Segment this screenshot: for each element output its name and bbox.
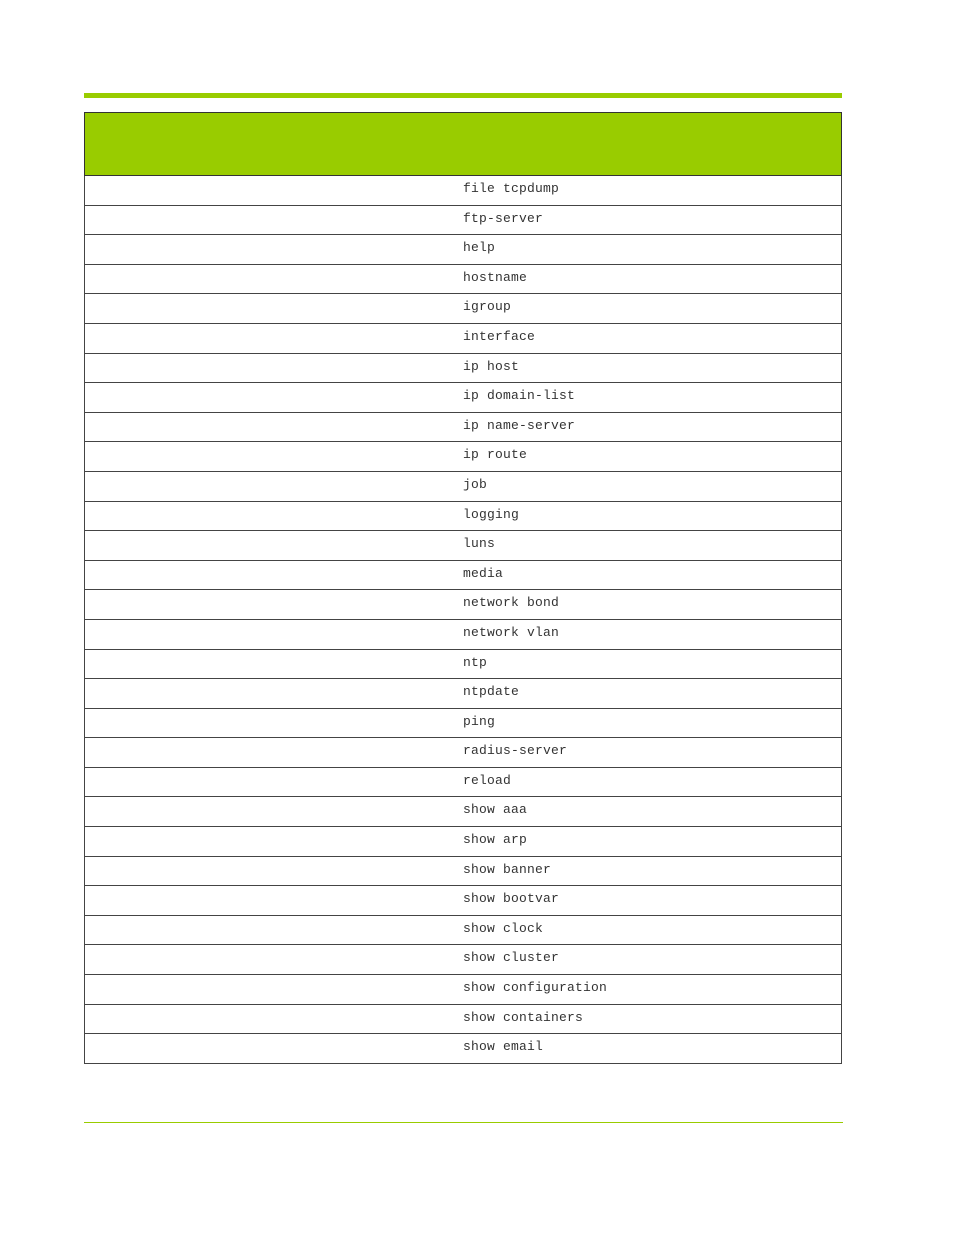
table-cell-empty — [85, 442, 464, 472]
table-cell-command — [463, 235, 842, 265]
table-cell-command — [463, 1034, 842, 1064]
command-text: show banner — [463, 861, 552, 877]
table-cell-command — [463, 205, 842, 235]
table-cell-empty — [85, 383, 464, 413]
table-row — [85, 531, 842, 561]
command-text: show containers — [463, 1009, 584, 1025]
command-text: network bond — [463, 595, 560, 611]
table-cell-empty — [85, 1034, 464, 1064]
table-row — [85, 235, 842, 265]
command-text: media — [463, 565, 504, 581]
table-header-row — [85, 113, 842, 176]
table-row — [85, 679, 842, 709]
table-cell-command — [463, 590, 842, 620]
table-row — [85, 915, 842, 945]
table-row — [85, 442, 842, 472]
command-text: show bootvar — [463, 891, 560, 907]
command-text: ftp-server — [463, 210, 544, 226]
command-text: show aaa — [463, 802, 528, 818]
table-row — [85, 590, 842, 620]
table-cell-command — [463, 827, 842, 857]
command-text: show cluster — [463, 950, 560, 966]
command-text: show arp — [463, 832, 528, 848]
table-cell-empty — [85, 264, 464, 294]
table-row — [85, 738, 842, 768]
table-row — [85, 797, 842, 827]
command-text: ip host — [463, 358, 520, 374]
table-row — [85, 471, 842, 501]
command-text: ntpdate — [463, 684, 520, 700]
table-cell-command — [463, 679, 842, 709]
table-cell-command — [463, 738, 842, 768]
command-text: show email — [463, 1039, 544, 1055]
table-cell-empty — [85, 856, 464, 886]
table-cell-command — [463, 856, 842, 886]
table-cell-empty — [85, 679, 464, 709]
table-cell-empty — [85, 886, 464, 916]
table-cell-command — [463, 442, 842, 472]
table-row — [85, 205, 842, 235]
table-cell-empty — [85, 649, 464, 679]
table-cell-command — [463, 471, 842, 501]
command-text: job — [463, 476, 488, 492]
table-cell-empty — [85, 531, 464, 561]
table-header-cell — [85, 113, 842, 176]
command-table — [84, 112, 842, 1064]
table-cell-command — [463, 619, 842, 649]
table-cell-command — [463, 1004, 842, 1034]
table-cell-command — [463, 708, 842, 738]
command-text: network vlan — [463, 624, 560, 640]
command-text: interface — [463, 328, 536, 344]
table-row — [85, 1004, 842, 1034]
table-cell-empty — [85, 945, 464, 975]
table-row — [85, 294, 842, 324]
command-text: file tcpdump — [463, 181, 560, 196]
table-cell-empty — [85, 619, 464, 649]
table-cell-command — [463, 560, 842, 590]
command-text: show clock — [463, 920, 544, 936]
table-row — [85, 708, 842, 738]
command-text: ping — [463, 713, 496, 729]
table-row — [85, 323, 842, 353]
table-row — [85, 383, 842, 413]
table-cell-command — [463, 767, 842, 797]
table-row — [85, 649, 842, 679]
table-row — [85, 264, 842, 294]
table-cell-command — [463, 531, 842, 561]
table-cell-command — [463, 975, 842, 1005]
table-cell-command — [463, 383, 842, 413]
table-row — [85, 619, 842, 649]
table-cell-empty — [85, 975, 464, 1005]
table-cell-empty — [85, 797, 464, 827]
table-row — [85, 412, 842, 442]
table-cell-empty — [85, 827, 464, 857]
command-text: luns — [463, 536, 496, 552]
table-cell-empty — [85, 412, 464, 442]
command-text: igroup — [463, 299, 512, 315]
table-cell-command — [463, 176, 842, 206]
command-text: reload — [463, 772, 512, 788]
table-row — [85, 560, 842, 590]
command-text: logging — [463, 506, 520, 522]
table-cell-empty — [85, 353, 464, 383]
table-cell-command — [463, 945, 842, 975]
table-row — [85, 353, 842, 383]
table-row — [85, 767, 842, 797]
table-cell-empty — [85, 294, 464, 324]
table-cell-command — [463, 915, 842, 945]
command-text: ip domain-list — [463, 388, 576, 404]
table-cell-empty — [85, 738, 464, 768]
table-row — [85, 856, 842, 886]
table-row — [85, 501, 842, 531]
table-cell-empty — [85, 590, 464, 620]
command-text: radius-server — [463, 743, 568, 759]
command-text: show configuration — [463, 980, 608, 996]
table-cell-command — [463, 412, 842, 442]
table-cell-empty — [85, 501, 464, 531]
table-cell-command — [463, 501, 842, 531]
table-row — [85, 1034, 842, 1064]
command-text: ip name-server — [463, 417, 576, 433]
table-row — [85, 176, 842, 206]
table-cell-command — [463, 323, 842, 353]
table-cell-command — [463, 886, 842, 916]
table-cell-empty — [85, 323, 464, 353]
table-cell-empty — [85, 471, 464, 501]
table-cell-empty — [85, 560, 464, 590]
command-text: help — [463, 240, 496, 256]
header-accent-rule — [84, 93, 842, 98]
table-cell-empty — [85, 205, 464, 235]
table-cell-command — [463, 353, 842, 383]
table-cell-empty — [85, 767, 464, 797]
command-text: ip route — [463, 447, 528, 463]
table-body — [85, 176, 842, 1064]
command-text: hostname — [463, 269, 528, 285]
table-cell-empty — [85, 708, 464, 738]
table-cell-command — [463, 797, 842, 827]
table-cell-empty — [85, 915, 464, 945]
footer-accent-rule — [84, 1122, 843, 1123]
table-cell-command — [463, 294, 842, 324]
table-row — [85, 886, 842, 916]
table-cell-command — [463, 264, 842, 294]
table-cell-empty — [85, 235, 464, 265]
table-row — [85, 827, 842, 857]
table-cell-command — [463, 649, 842, 679]
table-row — [85, 945, 842, 975]
table-cell-empty — [85, 176, 464, 206]
table-row — [85, 975, 842, 1005]
table-cell-empty — [85, 1004, 464, 1034]
command-text: ntp — [463, 654, 488, 670]
